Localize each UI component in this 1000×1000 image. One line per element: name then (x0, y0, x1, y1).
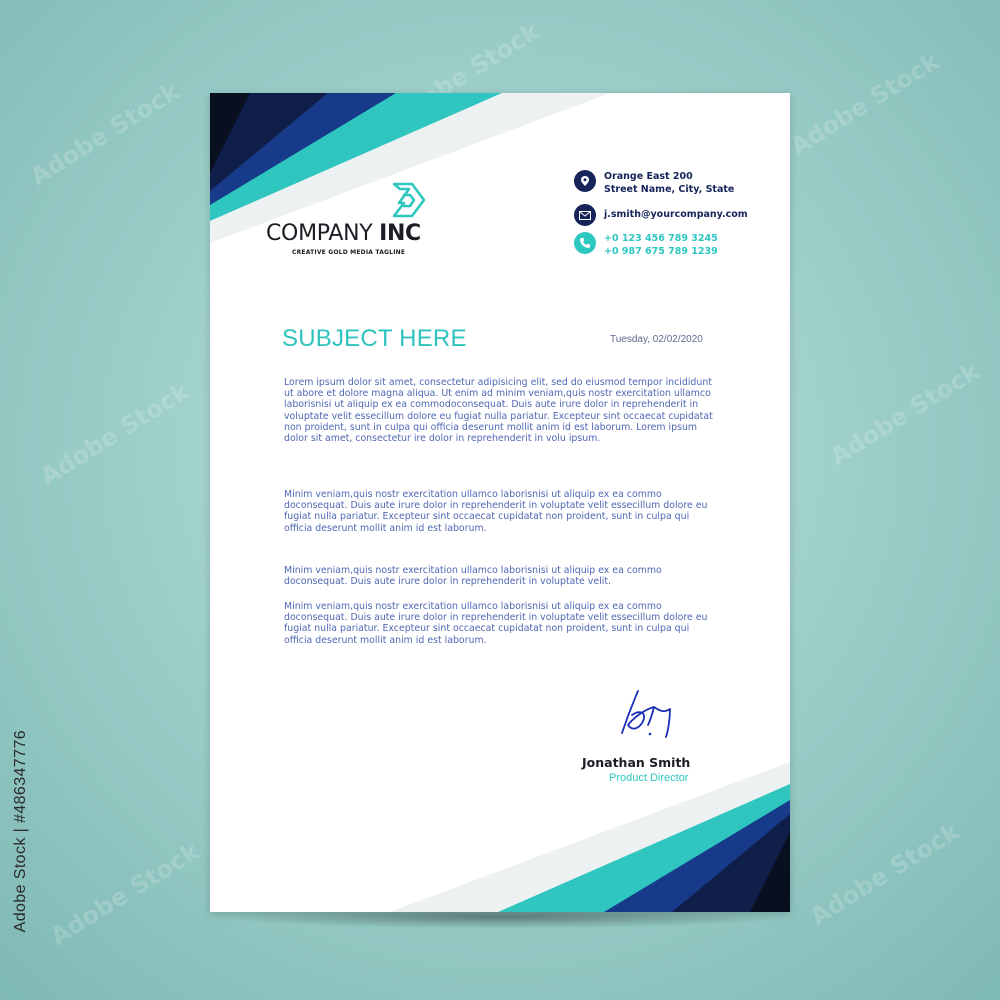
address-line-2: Street Name, City, State (604, 184, 735, 195)
chevron-logo-icon (390, 181, 430, 219)
stock-watermark: Adobe Stock (25, 77, 185, 191)
phone-number-1[interactable]: +0 123 456 789 3245 (604, 233, 718, 244)
stock-watermark: Adobe Stock (45, 837, 205, 951)
phone-icon (574, 232, 596, 254)
stock-id-label: Adobe Stock | #486347776 (12, 730, 29, 933)
contact-address (574, 170, 734, 196)
stock-watermark: Adobe Stock (35, 377, 195, 491)
letterhead-page (210, 93, 790, 912)
company-tagline: CREATIVE GOLD MEDIA TAGLINE (292, 249, 406, 256)
location-pin-icon (574, 170, 596, 192)
envelope-icon (574, 204, 596, 226)
letter-subject: SUBJECT HERE (282, 325, 467, 352)
stock-watermark: Adobe Stock (385, 17, 545, 131)
email-address[interactable]: j.smith@yourcompany.com (604, 209, 748, 220)
company-logo (266, 181, 456, 261)
contact-email (574, 204, 748, 226)
stock-watermark: Adobe Stock (805, 817, 965, 931)
phone-number-2[interactable]: +0 987 675 789 1239 (604, 246, 718, 257)
letter-paragraph: Lorem ipsum dolor sit amet, consectetur adipisicing elit, sed do eiusmod tempor incididunt ut abore et dolore magna aliqua. Ut enim ad minim veniam,quis nostr exercitation ullamco laborisnisi ut aliquip ex ea commodoconsequat. Duis aute irure dolor in reprehenderit in voluptate velit essecillum dolore eu fugiat nulla pariatur. Excepteur sint occaecat cupidatat non proident, sunt in culpa qui officia deserunt mollit anim id est laborum. Lorem ipsum dolor sit amet, consectetur ire dolor in reprehenderit in volu ipsum. (284, 377, 713, 445)
letter-date: Tuesday, 02/02/2020 (610, 334, 703, 345)
contact-phone (574, 232, 718, 258)
signature-image (618, 687, 678, 739)
signer-name: Jonathan Smith (582, 755, 691, 770)
company-name: COMPANY INC (266, 221, 421, 246)
letter-paragraph: Minim veniam,quis nostr exercitation ullamco laborisnisi ut aliquip ex ea commo doconsequat. Duis aute irure dolor in reprehenderit in voluptate velit essecillum dolore eu fugiat nulla pariatur. Excepteur sint occaecat cupidatat non proident, sunt in culpa qui officia deserunt mollit anim id est laborum. (284, 601, 708, 646)
stock-watermark: Adobe Stock (785, 47, 945, 161)
address-line-1: Orange East 200 (604, 171, 693, 182)
letter-paragraph: Minim veniam,quis nostr exercitation ullamco laborisnisi ut aliquip ex ea commo doconsequat. Duis aute irure dolor in reprehenderit in voluptate velit essecillum dolore eu fugiat nulla pariatur. Excepteur sint occaecat cupidatat non proident, sunt in culpa qui officia deserunt mollit anim id est laborum. (284, 489, 708, 534)
stock-watermark: Adobe Stock (825, 357, 985, 471)
letter-paragraph: Minim veniam,quis nostr exercitation ullamco laborisnisi ut aliquip ex ea commo doconsequat. Duis aute irure dolor in reprehenderit in voluptate velit. (284, 565, 662, 588)
signer-title: Product Director (609, 772, 689, 784)
